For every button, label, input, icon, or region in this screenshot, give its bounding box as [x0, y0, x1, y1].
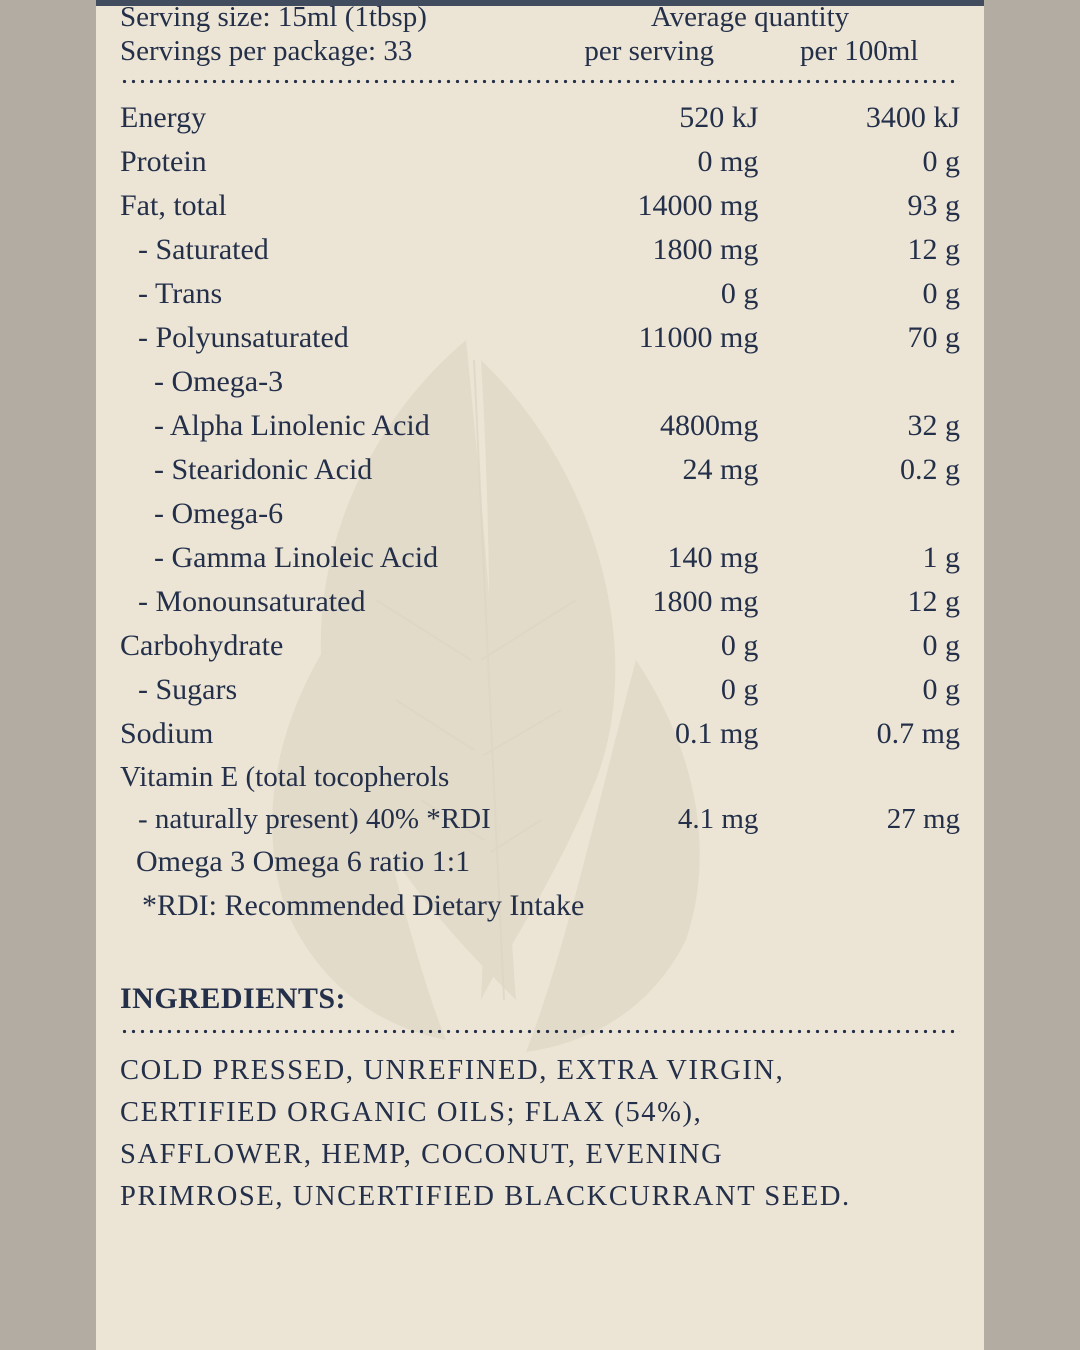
table-row	[120, 448, 960, 492]
serving-size-label: Serving size: 15ml (1tbsp)	[120, 1, 427, 33]
table-row	[120, 316, 960, 360]
vitamin-e-line1: Vitamin E (total tocopherols	[120, 761, 450, 793]
per-100ml-label: per 100ml	[799, 35, 919, 67]
table-row	[120, 140, 960, 184]
nutrient-name: Protein	[120, 145, 207, 178]
nutrient-per-100ml: 0 g	[922, 629, 960, 662]
nutrient-per-100ml: 70 g	[907, 321, 960, 354]
table-row	[120, 184, 960, 228]
nutrient-per-serving: 0 mg	[697, 145, 759, 178]
servings-per-package-label: Servings per package: 33	[120, 35, 413, 67]
rdi-note: *RDI: Recommended Dietary Intake	[142, 889, 585, 922]
nutrient-per-serving	[540, 360, 758, 404]
nutrient-per-serving: 520 kJ	[679, 101, 759, 134]
average-quantity-label: Average quantity	[650, 1, 850, 33]
ingredients-line: CERTIFIED ORGANIC OILS; FLAX (54%),	[120, 1097, 703, 1128]
nutrient-per-100ml: 0.2 g	[900, 453, 960, 486]
nutrient-per-100ml: 0.7 mg	[876, 717, 960, 750]
nutrient-per-serving: 14000 mg	[637, 189, 759, 222]
table-row	[120, 668, 960, 712]
ingredients-line: SAFFLOWER, HEMP, COCONUT, EVENING	[120, 1139, 724, 1170]
table-row	[120, 580, 960, 624]
nutrition-panel	[96, 0, 984, 1350]
per-serving-label: per serving	[584, 35, 715, 67]
nutrient-name: Sodium	[120, 717, 214, 750]
table-row	[120, 624, 960, 668]
nutrient-per-100ml: 0 g	[922, 145, 960, 178]
table-row	[120, 404, 960, 448]
nutrient-name: - Omega-6	[154, 497, 284, 530]
table-header-row-1	[120, 0, 960, 34]
ingredients-body	[120, 1050, 960, 1218]
nutrient-name: - Monounsaturated	[138, 585, 366, 618]
table-row	[120, 492, 960, 536]
nutrient-per-100ml: 1 g	[922, 541, 960, 574]
nutrient-per-serving: 0 g	[720, 277, 759, 310]
ingredients-title: INGREDIENTS:	[120, 982, 347, 1015]
table-row	[120, 96, 960, 140]
nutrient-per-100ml: 0 g	[922, 673, 960, 706]
nutrient-name: - Gamma Linoleic Acid	[154, 541, 439, 574]
nutrient-name: - Omega-3	[154, 365, 284, 398]
nutrient-name: Energy	[120, 101, 207, 134]
nutrient-per-100ml: 32 g	[907, 409, 960, 442]
ingredients-line: PRIMROSE, UNCERTIFIED BLACKCURRANT SEED.	[120, 1181, 851, 1212]
table-row	[120, 536, 960, 580]
panel-content	[96, 0, 984, 1218]
table-row	[120, 272, 960, 316]
nutrient-name: - Sugars	[138, 673, 238, 706]
ingredients-line: COLD PRESSED, UNREFINED, EXTRA VIRGIN,	[120, 1055, 785, 1086]
nutrient-name: - Polyunsaturated	[138, 321, 349, 354]
nutrient-per-serving: 11000 mg	[638, 321, 759, 354]
nutrient-per-serving: 0.1 mg	[675, 717, 759, 750]
table-header-row-2	[120, 34, 960, 68]
nutrient-per-serving	[540, 492, 758, 536]
nutrient-name: - Saturated	[138, 233, 269, 266]
nutrient-name: - Alpha Linolenic Acid	[154, 409, 430, 442]
nutrition-values-table	[120, 96, 960, 840]
omega-ratio-note: Omega 3 Omega 6 ratio 1:1	[136, 845, 471, 878]
nutrition-table	[120, 0, 960, 68]
nutrient-per-serving: 1800 mg	[652, 585, 759, 618]
vitamin-e-per-serving: 4.1 mg	[677, 803, 759, 835]
table-row	[120, 712, 960, 756]
nutrient-per-100ml: 93 g	[907, 189, 960, 222]
dotted-divider-top	[120, 76, 960, 86]
table-row	[120, 360, 960, 404]
vitamin-e-row-1	[120, 756, 960, 798]
nutrient-per-serving: 1800 mg	[652, 233, 759, 266]
nutrient-name: Fat, total	[120, 189, 227, 222]
nutrient-name: Carbohydrate	[120, 629, 284, 662]
nutrient-per-100ml: 12 g	[907, 233, 960, 266]
nutrient-per-100ml	[758, 492, 960, 536]
nutrient-per-serving: 140 mg	[667, 541, 759, 574]
vitamin-e-row-2	[120, 798, 960, 840]
nutrient-per-serving: 4800mg	[660, 409, 759, 442]
nutrient-per-100ml: 12 g	[907, 585, 960, 618]
nutrient-per-serving: 0 g	[720, 629, 759, 662]
table-row	[120, 228, 960, 272]
nutrient-per-serving: 24 mg	[682, 453, 759, 486]
nutrient-per-serving: 0 g	[720, 673, 759, 706]
vitamin-e-per-100ml: 27 mg	[886, 803, 960, 835]
nutrient-name: - Stearidonic Acid	[154, 453, 373, 486]
nutrient-per-100ml: 0 g	[922, 277, 960, 310]
nutrient-per-100ml	[758, 360, 960, 404]
dotted-divider-ingredients	[120, 1026, 960, 1036]
nutrient-per-100ml: 3400 kJ	[865, 101, 960, 134]
nutrient-name: - Trans	[138, 277, 223, 310]
vitamin-e-line2: - naturally present) 40% *RDI	[138, 803, 491, 835]
